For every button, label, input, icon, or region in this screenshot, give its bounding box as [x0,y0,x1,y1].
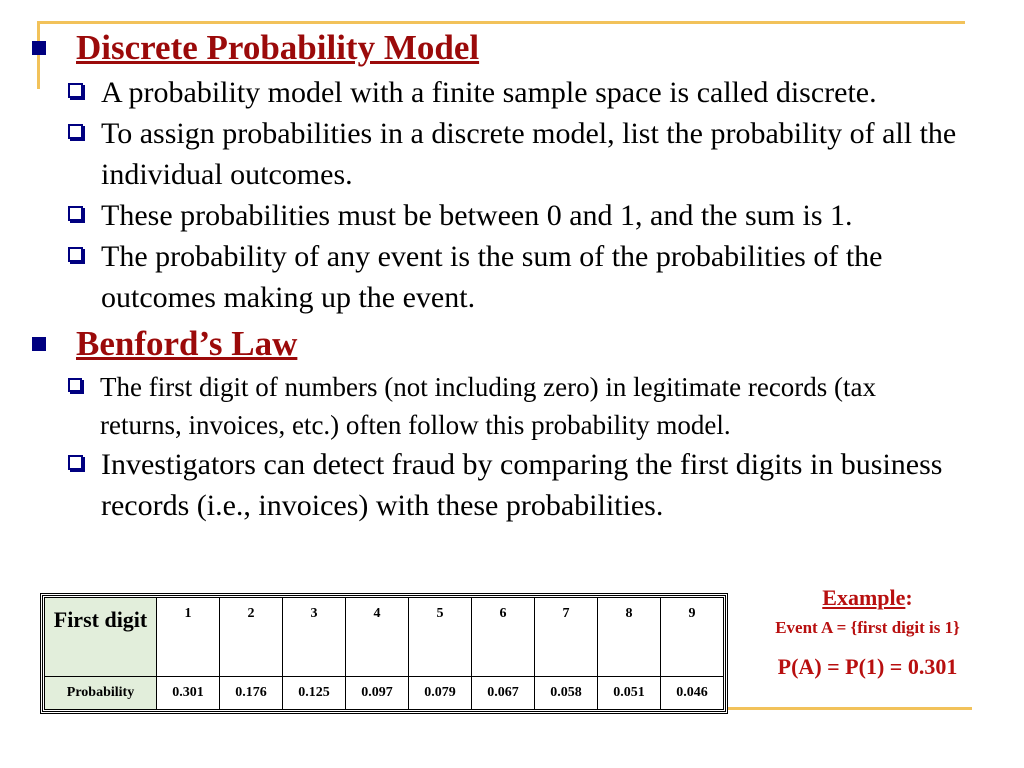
checkbox-bullet-icon [68,83,83,98]
heading-text: Benford’s Law [76,324,298,363]
bullet-text: Investigators can detect fraud by comparing the first digits in business records (i.e., invoices) with these probabilities. [101,448,943,522]
bullet-item [68,113,990,195]
section-heading-benford [30,322,990,366]
square-bullet-icon [32,41,46,55]
checkbox-bullet-icon [68,206,83,221]
example-box [735,583,1000,685]
table-row [45,598,724,677]
table-cell: 0.176 [220,677,283,710]
bullet-text: The first digit of numbers (not including zero) in legitimate records (tax returns, invoices, etc.) often follow this probability model. [100,372,877,440]
probability-table [44,597,724,710]
checkbox-bullet-icon [68,124,83,139]
table-cell: 0.051 [598,677,661,710]
table-row-label: First digit [45,598,157,677]
table-cell: 3 [283,598,346,677]
table-cell: 1 [157,598,220,677]
bullet-item [68,444,990,526]
bullet-text: The probability of any event is the sum of the probabilities of the outcomes making up the event. [101,240,883,314]
bullet-text: A probability model with a finite sample space is called discrete. [101,76,877,109]
example-result: P(A) = P(1) = 0.301 [777,654,958,679]
table-cell: 0.097 [346,677,409,710]
bullet-item [68,195,990,236]
example-title-colon: : [905,585,913,610]
table-cell: 2 [220,598,283,677]
square-bullet-icon [32,337,46,351]
table-cell: 0.058 [535,677,598,710]
checkbox-bullet-icon [68,378,82,392]
table-cell: 0.067 [472,677,535,710]
table-cell: 7 [535,598,598,677]
top-accent-line [37,21,965,24]
benford-table [40,593,728,714]
checkbox-bullet-icon [68,455,83,470]
checkbox-bullet-icon [68,247,83,262]
section-heading-discrete [30,26,990,70]
table-cell: 9 [661,598,724,677]
table-cell: 0.301 [157,677,220,710]
example-title [735,583,1000,613]
bullet-item [68,368,990,444]
example-title-text: Example [822,585,906,610]
table-cell: 8 [598,598,661,677]
table-cell: 0.079 [409,677,472,710]
bullet-text: These probabilities must be between 0 and 1, and the sum is 1. [101,199,853,232]
table-cell: 4 [346,598,409,677]
table-cell: 5 [409,598,472,677]
table-row [45,677,724,710]
table-cell: 0.046 [661,677,724,710]
table-cell: 6 [472,598,535,677]
table-row-label: Probability [45,677,157,710]
bullet-item [68,236,990,318]
slide-content [30,26,990,526]
bullet-text: To assign probabilities in a discrete model, list the probability of all the individual outcomes. [101,117,957,191]
table-cell: 0.125 [283,677,346,710]
example-event: Event A = {first digit is 1} [775,618,960,637]
bullet-item [68,72,990,113]
heading-text: Discrete Probability Model [76,28,480,67]
